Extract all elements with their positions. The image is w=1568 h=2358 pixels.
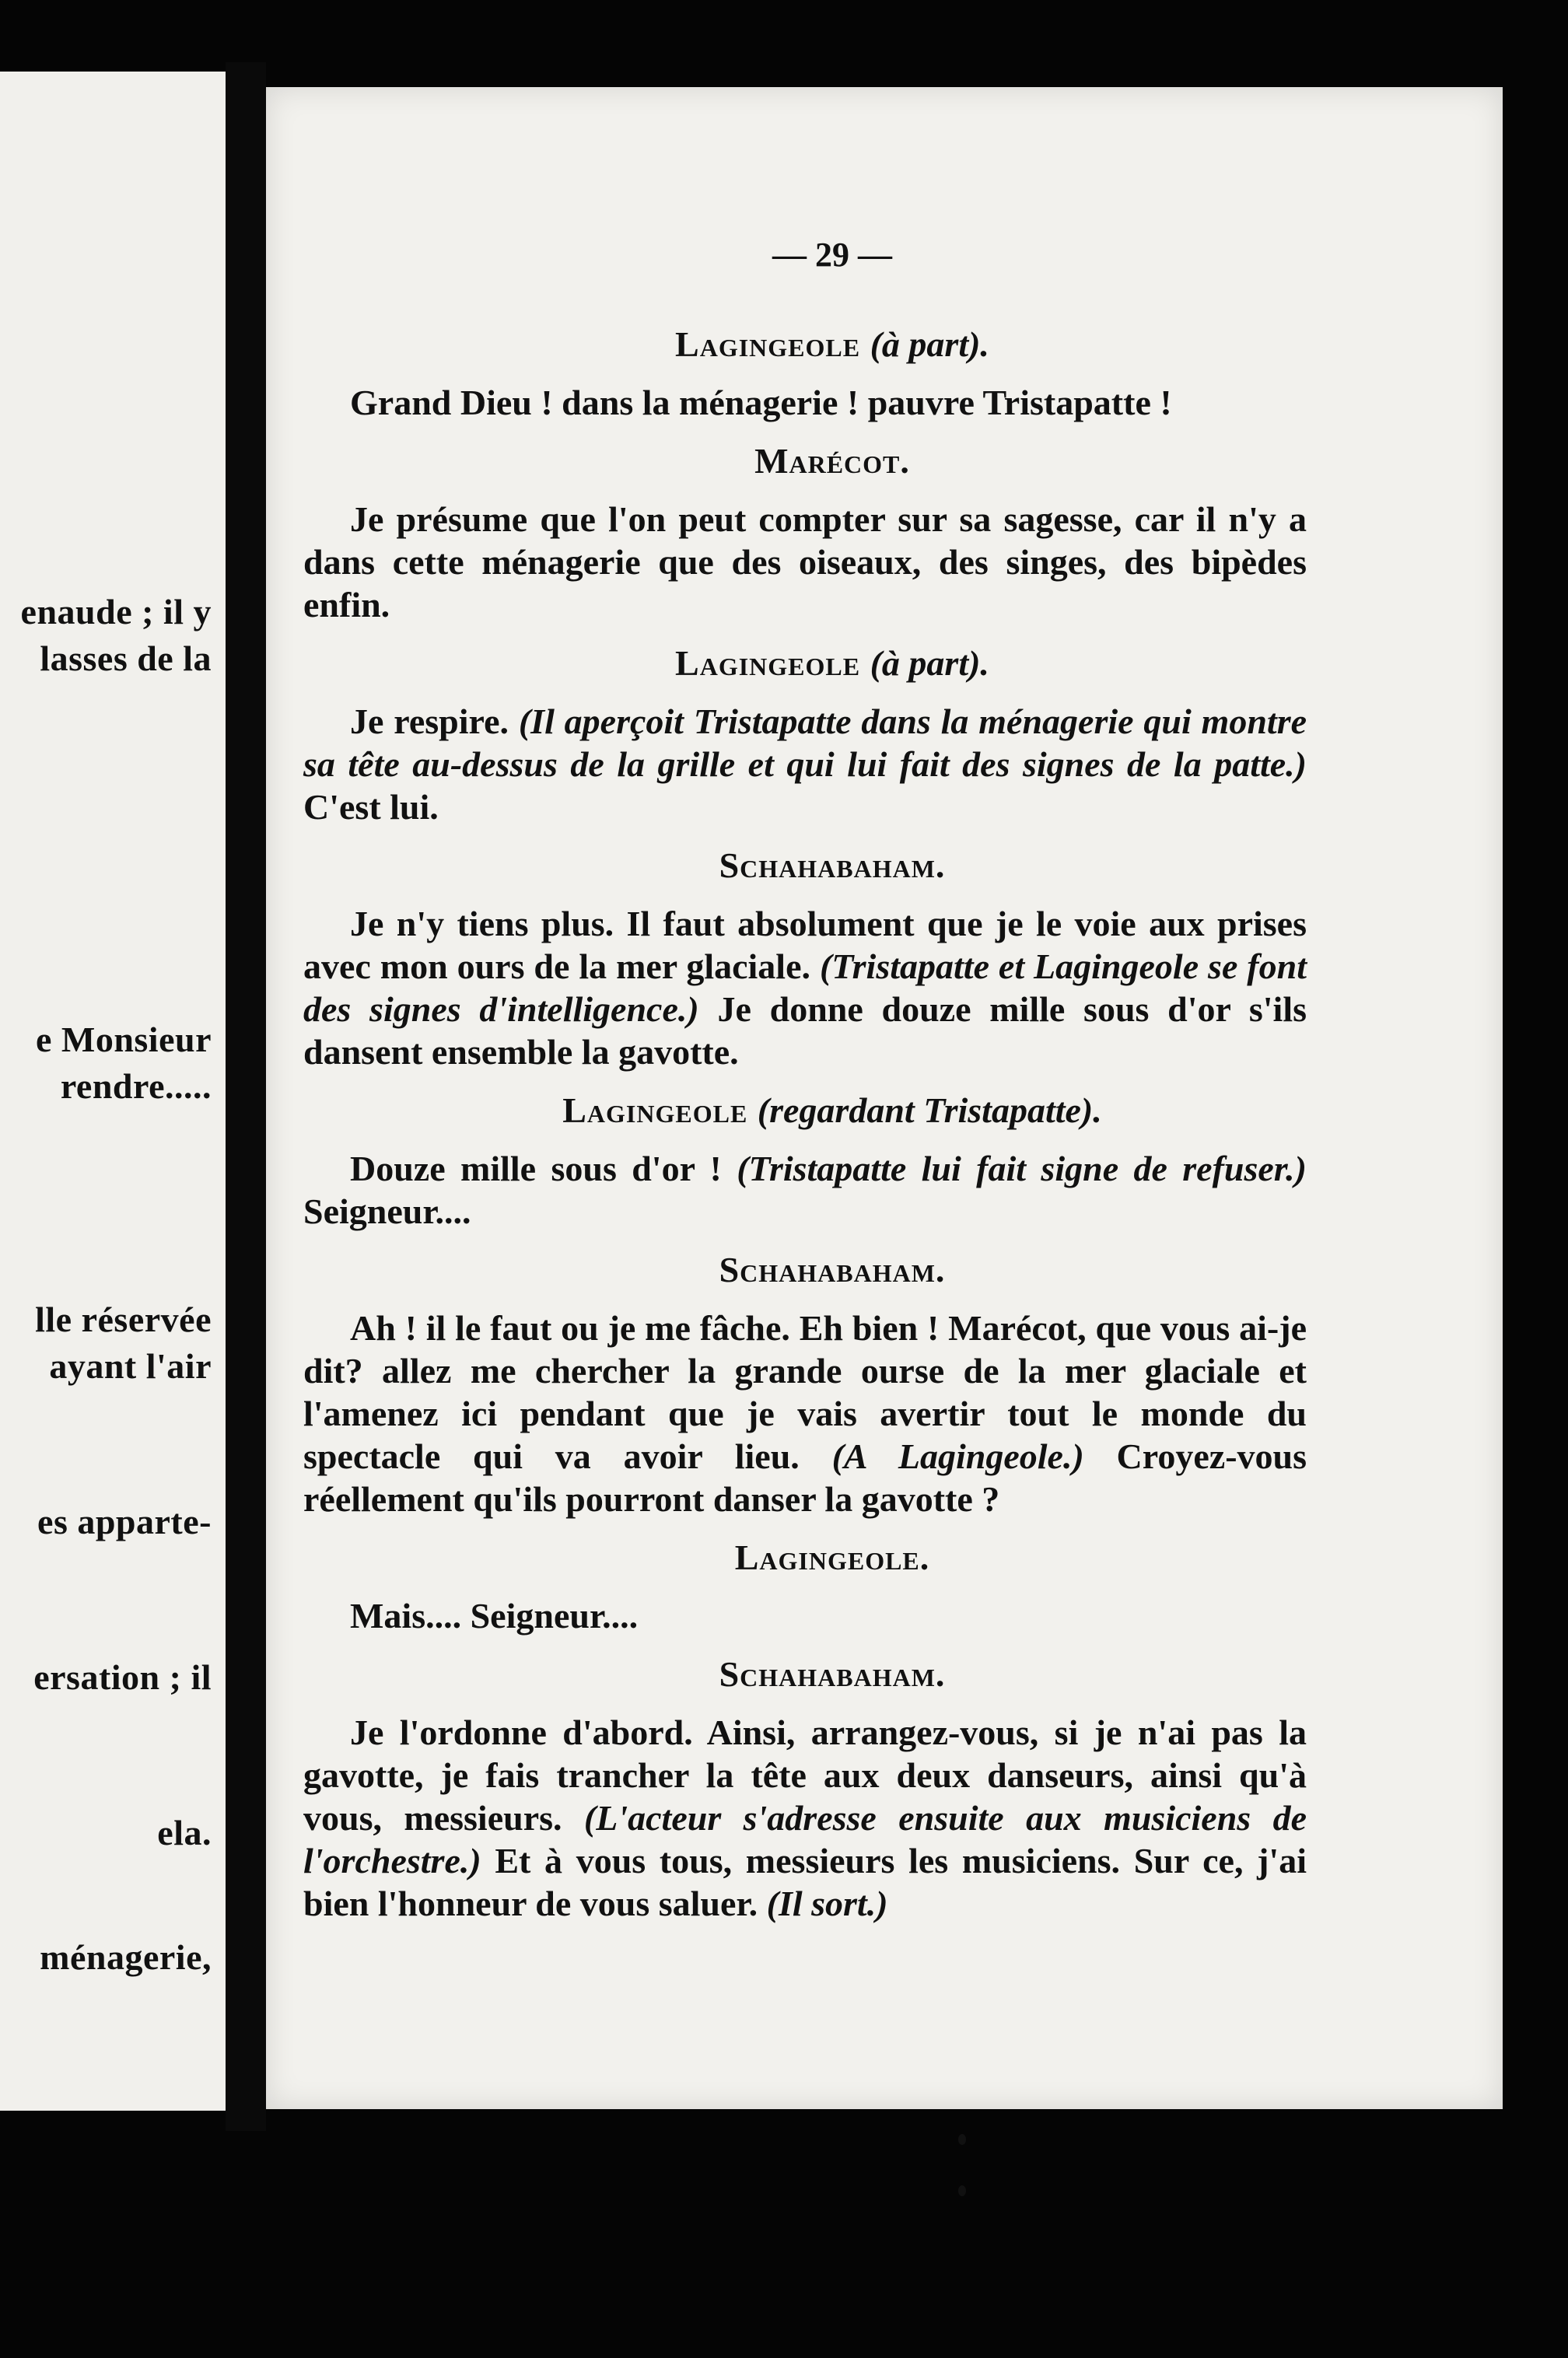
left-page-line: e Monsieur xyxy=(35,1020,212,1059)
speech-paragraph: Je respire. (Il aperçoit Tristapatte dans la ménagerie qui montre sa tête au-dessus de la grille et qui lui fait des signes de la patte.) C'est lui. xyxy=(303,701,1307,827)
stage-direction: (L'acteur s'adresse ensuite aux musiciens de l'orchestre.) xyxy=(303,1798,1307,1880)
speaker-heading: Lagingeole. xyxy=(734,1538,930,1577)
speaker-heading: Schahabaham. xyxy=(719,845,946,885)
left-page-line: ela. xyxy=(157,1813,212,1852)
stage-direction: (Il sort.) xyxy=(766,1884,888,1923)
left-page-line: lle réservée xyxy=(35,1300,212,1339)
ink-speck xyxy=(958,2134,966,2145)
page-number: — 29 — xyxy=(772,236,892,274)
speech-paragraph: Douze mille sous d'or ! (Tristapatte lui fait signe de refuser.) Seigneur.... xyxy=(303,1149,1307,1231)
left-page xyxy=(0,72,226,2111)
speech-paragraph: Je n'y tiens plus. Il faut absolument que je le voie aux prises avec mon ours de la mer glaciale. (Tristapatte et Lagingeole se font des signes d'intelligence.) Je donne douze mille sous d'or s'ils dansent ensemble la gavotte. xyxy=(303,904,1307,1072)
left-page-line: ayant l'air xyxy=(49,1346,212,1386)
left-page-line: es apparte- xyxy=(37,1502,212,1541)
speech-paragraph: Grand Dieu ! dans la ménagerie ! pauvre Tristapatte ! xyxy=(350,383,1172,422)
left-page-line: ersation ; il xyxy=(33,1657,212,1697)
speaker-heading: Marécot. xyxy=(754,441,910,481)
left-page-line: lasses de la xyxy=(40,638,212,678)
left-page-line: enaude ; il y xyxy=(20,592,212,631)
page-content xyxy=(303,233,1307,1933)
speaker-heading: Lagingeole (regardant Tristapatte). xyxy=(562,1090,1102,1130)
stage-direction: (A Lagingeole.) xyxy=(831,1436,1084,1476)
stage-direction: (Tristapatte lui fait signe de refuser.) xyxy=(737,1149,1307,1188)
ink-speck xyxy=(958,2185,966,2196)
left-page-line: rendre..... xyxy=(60,1066,212,1106)
stage-direction: (Tristapatte et Lagingeole se font des signes d'intelligence.) xyxy=(303,946,1307,1029)
left-page-line: ménagerie, xyxy=(40,1937,212,1977)
right-page xyxy=(266,87,1503,2109)
speaker-heading: Schahabaham. xyxy=(719,1250,946,1289)
speaker-heading: Schahabaham. xyxy=(719,1654,946,1694)
speech-paragraph: Je l'ordonne d'abord. Ainsi, arrangez-vous, si je n'ai pas la gavotte, je fais trancher la tête aux deux danseurs, ainsi qu'à vous, messieurs. (L'acteur s'adresse ensuite aux musiciens de l'orchestre.) Et à vous tous, messieurs les musiciens. Sur ce, j'ai bien l'honneur de vous saluer. (Il sort.) xyxy=(303,1713,1307,1923)
speaker-heading: Lagingeole (à part). xyxy=(675,324,989,364)
speech-paragraph: Mais.... Seigneur.... xyxy=(350,1596,639,1636)
stage-direction: (Il aperçoit Tristapatte dans la ménagerie qui montre sa tête au-dessus de la grille et qui lui fait des signes de la patte.) xyxy=(303,701,1307,784)
speech-paragraph: Je présume que l'on peut compter sur sa sagesse, car il n'y a dans cette ménagerie que des oiseaux, des singes, des bipèdes enfin. xyxy=(303,499,1307,624)
speaker-heading: Lagingeole (à part). xyxy=(675,643,989,683)
speech-paragraph: Ah ! il le faut ou je me fâche. Eh bien ! Marécot, que vous ai-je dit? allez me chercher la grande ourse de la mer glaciale et l'amenez ici pendant que je vais avertir tout le monde du spectacle qui va avoir lieu. (A Lagingeole.) Croyez-vous réellement qu'ils pourront danser la gavotte ? xyxy=(303,1308,1307,1519)
book-gutter xyxy=(226,62,266,2131)
